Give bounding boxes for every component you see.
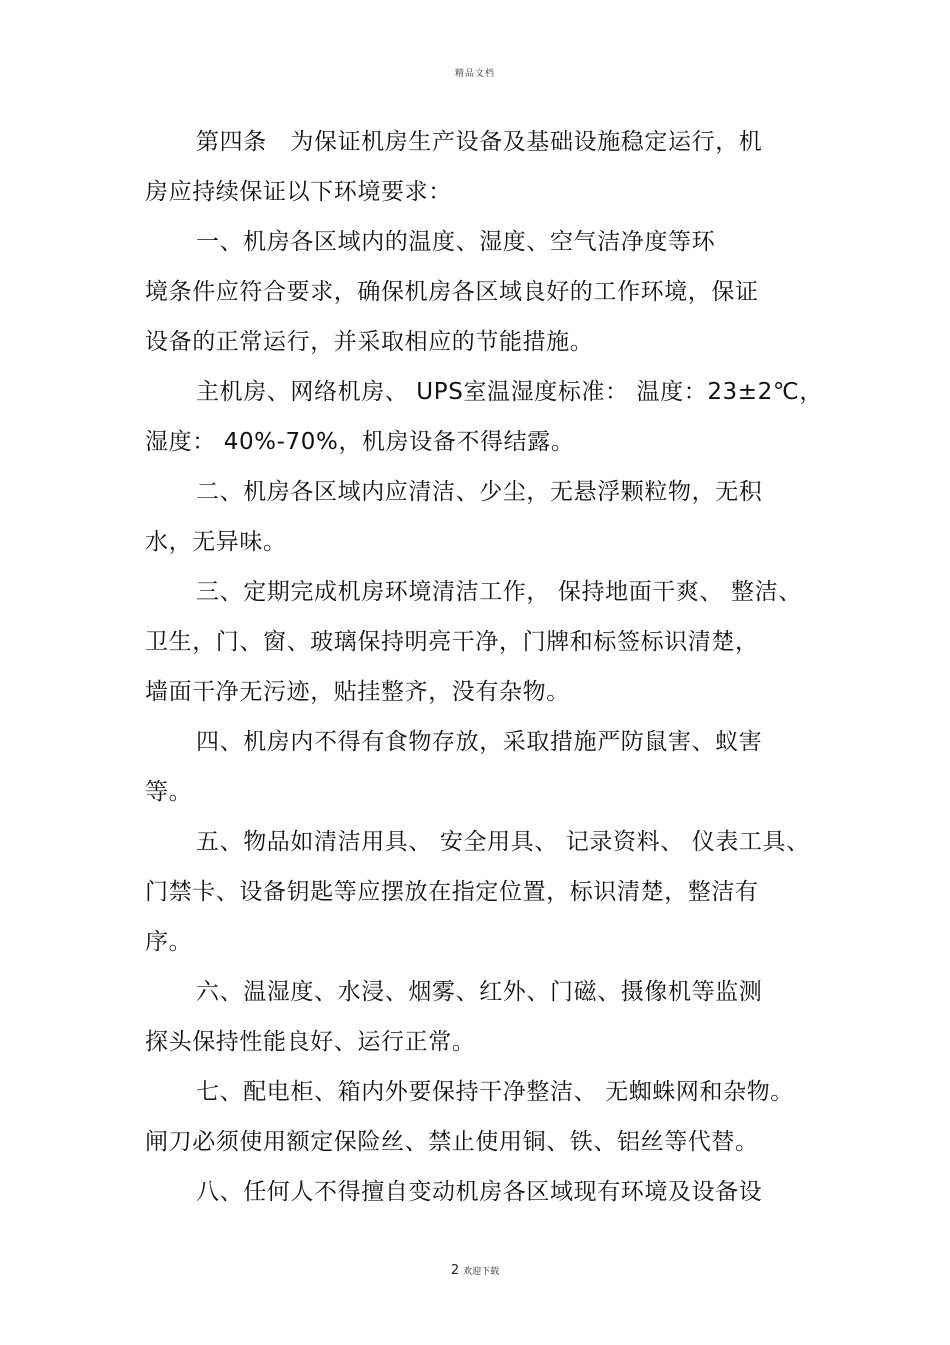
paragraph-line: 七、配电柜、箱内外要保持干净整洁、 无蜘蛛网和杂物。 — [196, 1079, 794, 1105]
paragraph-line: 四、机房内不得有食物存放，采取措施严防鼠害、蚁害 — [196, 729, 763, 755]
paragraph-line: 门禁卡、设备钥匙等应摆放在指定位置，标识清楚，整洁有 — [145, 879, 759, 905]
paragraph-line: 五、物品如清洁用具、 安全用具、 记录资料、 仪表工具、 — [196, 829, 810, 855]
paragraph-line: 境条件应符合要求，确保机房各区域良好的工作环境，保证 — [145, 279, 759, 305]
paragraph-line: 八、任何人不得擅自变动机房各区域现有环境及设备设 — [196, 1179, 763, 1205]
paragraph-line: 主机房、网络机房、 UPS室温湿度标准： 温度：23±2℃， — [196, 379, 823, 405]
page-footer — [0, 1259, 950, 1278]
footer-text: 欢迎下载 — [463, 1267, 500, 1277]
page-number: 2 — [450, 1263, 460, 1278]
paragraph-line: 卫生，门、窗、玻璃保持明亮干净，门牌和标签标识清楚， — [145, 629, 759, 655]
paragraph-line: 设备的正常运行，并采取相应的节能措施。 — [145, 329, 594, 355]
paragraph-line: 第四条 为保证机房生产设备及基础设施稳定运行，机 — [196, 129, 763, 155]
paragraph-line: 一、机房各区域内的温度、湿度、空气洁净度等环 — [196, 229, 716, 255]
paragraph-line: 六、温湿度、水浸、烟雾、红外、门磁、摄像机等监测 — [196, 979, 763, 1005]
paragraph-line: 闸刀必须使用额定保险丝、禁止使用铜、铁、铝丝等代替。 — [145, 1129, 759, 1155]
paragraph-line: 序。 — [145, 929, 193, 955]
paragraph-line: 等。 — [145, 779, 193, 805]
paragraph-line: 三、定期完成机房环境清洁工作， 保持地面干爽、 整洁、 — [196, 579, 802, 605]
paragraph-line: 探头保持性能良好、运行正常。 — [145, 1029, 476, 1055]
paragraph-line: 二、机房各区域内应清洁、少尘，无悬浮颗粒物，无积 — [196, 479, 763, 505]
paragraph-line: 房应持续保证以下环境要求： — [145, 179, 452, 205]
paragraph-line: 湿度： 40%-70%，机房设备不得结露。 — [145, 429, 575, 455]
paragraph-line: 水，无异味。 — [145, 529, 287, 555]
header-note: 精品文档 — [454, 69, 495, 79]
paragraph-line: 墙面干净无污迹，贴挂整齐，没有杂物。 — [145, 679, 570, 705]
